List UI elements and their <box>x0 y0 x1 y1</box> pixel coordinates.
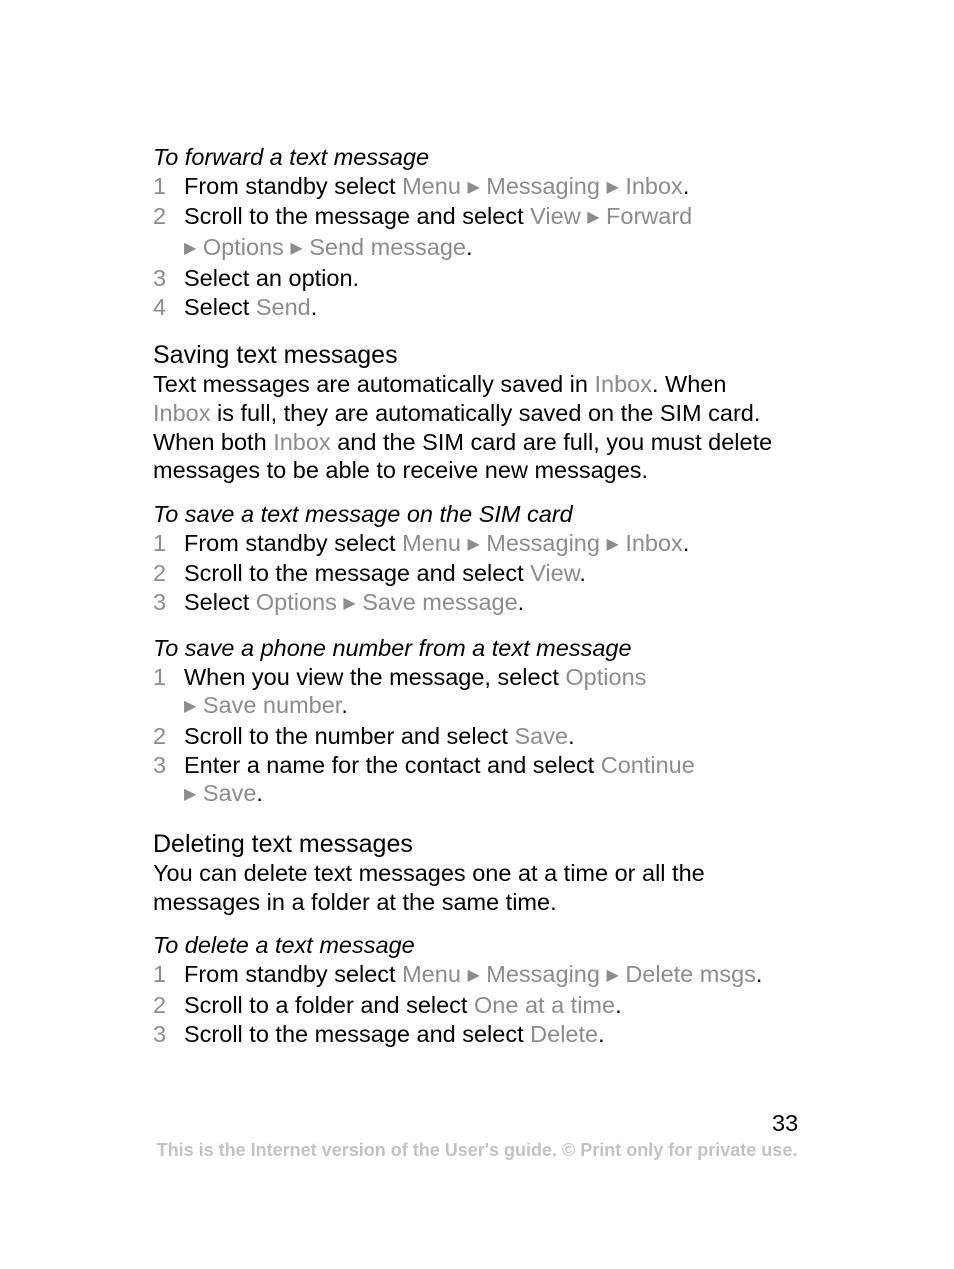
save-sim-steps <box>153 529 813 619</box>
step-number: 4 <box>153 293 167 320</box>
save-sim-title: To save a text message on the SIM card <box>153 501 573 528</box>
saving-body: Text messages are automatically saved in Inbox. When Inbox is full, they are automatically saved on the SIM card. When both Inbox and the SIM card are full, you must delete messages to be able to receive new messages. <box>153 371 773 484</box>
step-number: 3 <box>153 589 167 616</box>
delete-msg-steps <box>153 960 813 1048</box>
menu-term: View <box>530 560 580 587</box>
arrow-icon: ▶ <box>606 535 619 553</box>
forward-title: To forward a text message <box>153 144 430 170</box>
menu-term: Save message <box>362 589 518 616</box>
step-item: 1 From standby select Menu ▶ Messaging ▶ Inbox. <box>153 529 690 556</box>
menu-term: Options <box>255 589 337 616</box>
menu-term: Menu <box>402 529 461 556</box>
step-number: 1 <box>153 663 167 690</box>
step-item: 4 Select Send. <box>153 293 318 320</box>
arrow-icon: ▶ <box>184 786 197 804</box>
step-number: 3 <box>153 264 167 291</box>
menu-term: Messaging <box>486 529 600 556</box>
arrow-icon: ▶ <box>290 240 303 258</box>
menu-term: Messaging <box>486 172 600 199</box>
step-item: 2 Scroll to a folder and select One at a time. <box>153 991 622 1018</box>
step-item: 3 Select an option. <box>153 264 360 291</box>
menu-term: Save <box>514 722 569 749</box>
step-number: 1 <box>153 172 167 199</box>
step-item: 2 Scroll to the number and select Save. <box>153 722 575 749</box>
step-item: 1 From standby select Menu ▶ Messaging ▶ Inbox. <box>153 172 690 199</box>
arrow-icon: ▶ <box>343 595 356 613</box>
menu-term: Inbox <box>153 399 211 426</box>
step-item: 1 When you view the message, select Options ▶ Save number. <box>153 663 647 719</box>
step-number: 2 <box>153 203 167 230</box>
arrow-icon: ▶ <box>184 240 197 258</box>
step-number: 2 <box>153 991 167 1018</box>
menu-term: Options <box>565 663 647 690</box>
menu-term: View <box>530 203 581 230</box>
step-item: 2 Scroll to the message and select View ▶ Forward ▶ Options ▶ Send message. <box>153 203 693 261</box>
page-content <box>153 143 813 1048</box>
save-number-title: To save a phone number from a text message <box>153 634 632 661</box>
step-number: 3 <box>153 751 167 778</box>
menu-term: Save <box>202 780 257 807</box>
menu-term: Save number <box>202 692 342 719</box>
arrow-icon: ▶ <box>467 535 480 553</box>
step-number: 2 <box>153 722 167 749</box>
step-item: 1 From standby select Menu ▶ Messaging ▶ Delete msgs. <box>153 961 763 988</box>
arrow-icon: ▶ <box>467 967 480 985</box>
deleting-title: Deleting text messages <box>153 830 413 859</box>
menu-term: Forward <box>606 203 693 230</box>
step-item: 3 Select Options ▶ Save message. <box>153 589 525 616</box>
menu-term: Options <box>202 234 284 261</box>
menu-term: Inbox <box>273 428 331 455</box>
menu-term: Delete msgs <box>625 961 756 988</box>
step-item: 3 Scroll to the message and select Delete. <box>153 1020 605 1047</box>
arrow-icon: ▶ <box>606 178 619 196</box>
step-number: 1 <box>153 529 167 556</box>
menu-term: Inbox <box>625 529 683 556</box>
deleting-body: You can delete text messages one at a time or all the messages in a folder at the same time. <box>153 860 705 915</box>
forward-steps <box>153 172 813 322</box>
menu-term: Send <box>255 293 311 320</box>
step-item: 3 Enter a name for the contact and select Continue ▶ Save. <box>153 751 695 807</box>
footer-notice: This is the Internet version of the User's guide. © Print only for private use. <box>156 1140 798 1160</box>
menu-term: One at a time <box>474 991 616 1018</box>
delete-msg-title: To delete a text message <box>153 932 415 959</box>
menu-term: Continue <box>600 751 695 778</box>
arrow-icon: ▶ <box>587 209 600 227</box>
menu-term: Inbox <box>625 172 683 199</box>
arrow-icon: ▶ <box>184 698 197 716</box>
menu-term: Send message <box>309 234 466 261</box>
arrow-icon: ▶ <box>606 967 619 985</box>
menu-term: Menu <box>402 172 461 199</box>
page-number: 33 <box>772 1110 799 1136</box>
step-number: 3 <box>153 1020 167 1047</box>
step-item: 2 Scroll to the message and select View. <box>153 560 586 587</box>
save-number-steps <box>153 663 813 811</box>
menu-term: Inbox <box>594 371 652 398</box>
step-number: 1 <box>153 961 167 988</box>
menu-term: Delete <box>530 1020 599 1047</box>
step-number: 2 <box>153 560 167 587</box>
arrow-icon: ▶ <box>467 178 480 196</box>
menu-term: Messaging <box>486 961 600 988</box>
saving-title: Saving text messages <box>153 341 398 370</box>
menu-term: Menu <box>402 961 461 988</box>
